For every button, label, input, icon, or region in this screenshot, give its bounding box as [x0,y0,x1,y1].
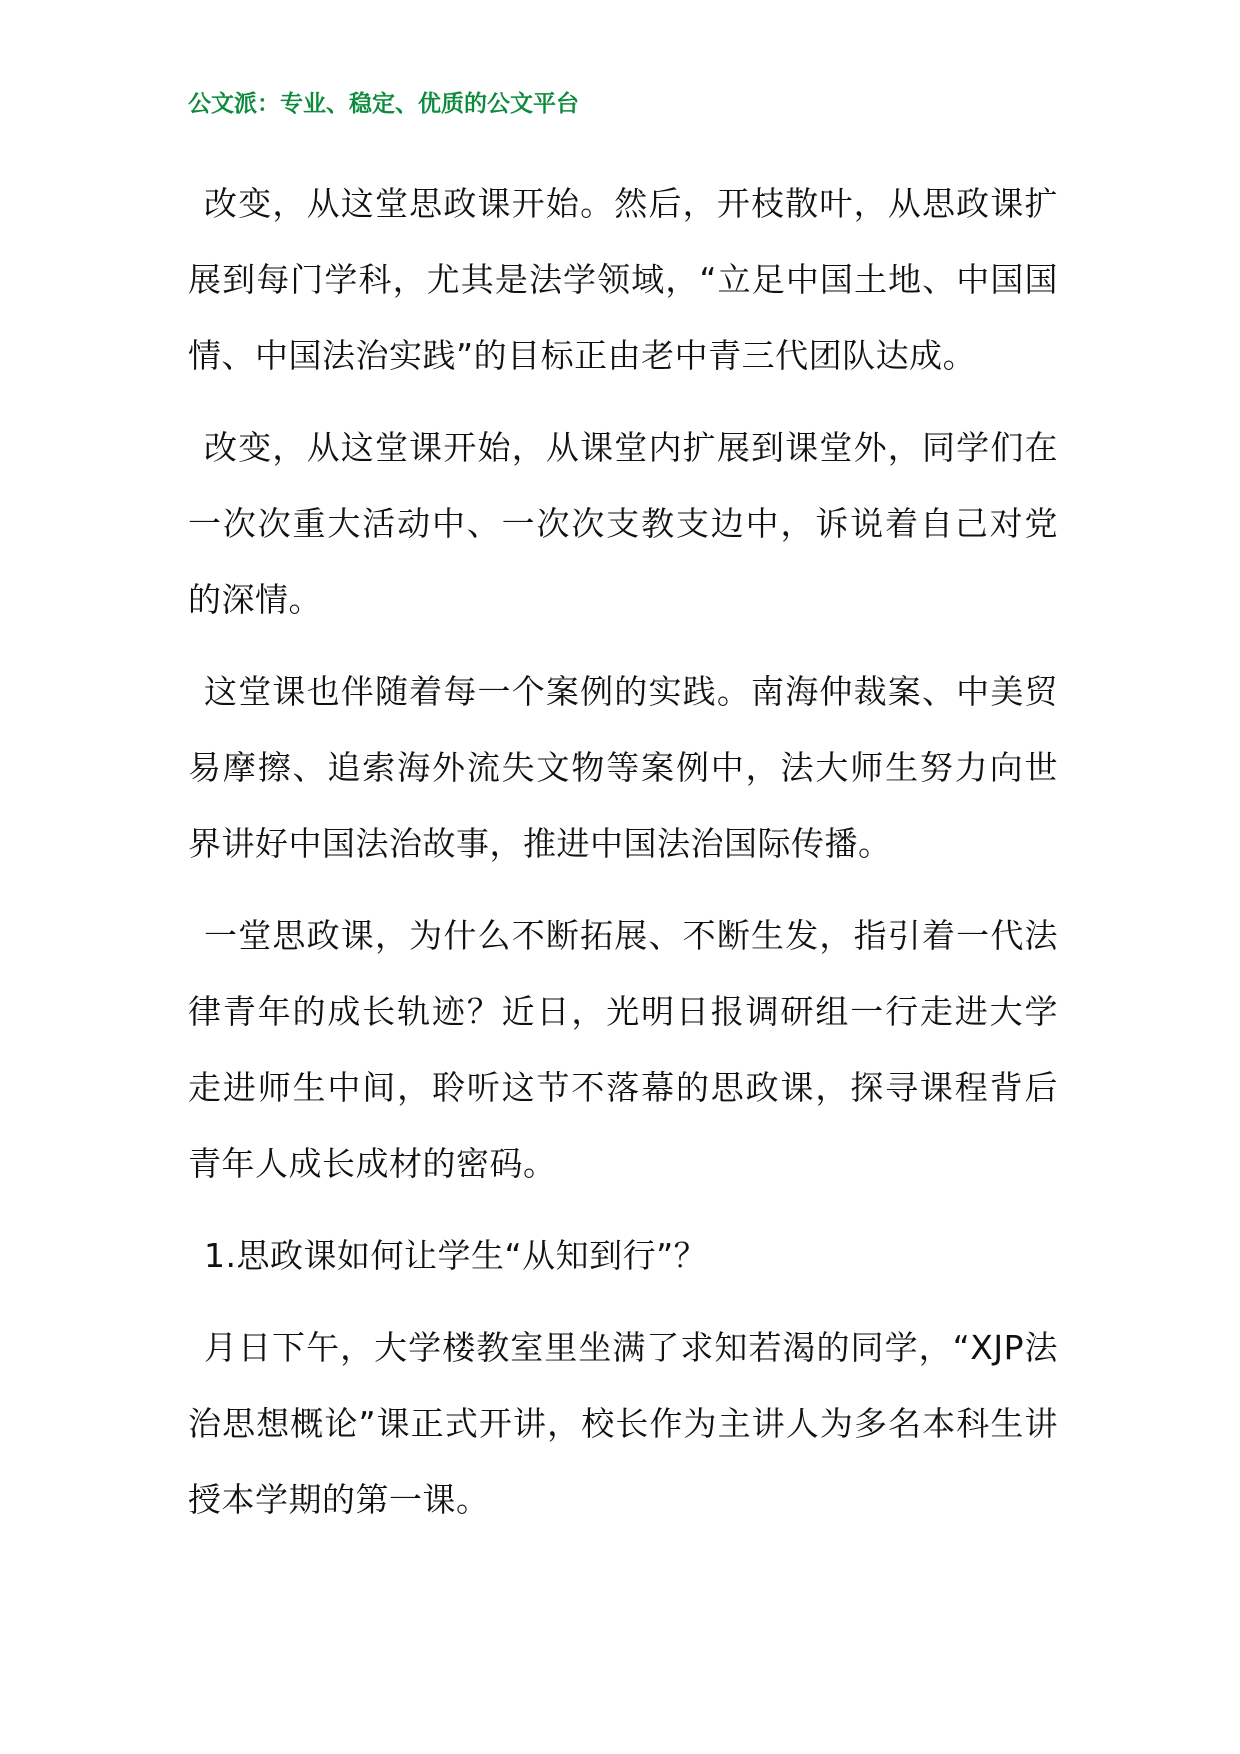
paragraph: 改变，从这堂思政课开始。然后，开枝散叶，从思政课扩展到每门学科，尤其是法学领域，“立足中国土地、中国国情、中国法治实践”的目标正由老中青三代团队达成。 [188,184,1058,375]
paragraph: 这堂课也伴随着每一个案例的实践。南海仲裁案、中美贸易摩擦、追索海外流失文物等案例中，法大师生努力向世界讲好中国法治故事，推进中国法治国际传播。 [188,672,1058,863]
document-body [188,166,1058,1554]
paragraph: 改变，从这堂课开始，从课堂内扩展到课堂外，同学们在一次次重大活动中、一次次支教支边中，诉说着自己对党的深情。 [188,428,1058,619]
paragraph: 一堂思政课，为什么不断拓展、不断生发，指引着一代法律青年的成长轨迹？近日，光明日报调研组一行走进大学走进师生中间，聆听这节不落幕的思政课，探寻课程背后青年人成长成材的密码。 [188,916,1058,1183]
header-title: 公文派：专业、稳定、优质的公文平台 [188,90,579,117]
paragraph: 月日下午，大学楼教室里坐满了求知若渴的同学，“XJP法治思想概论”课正式开讲，校长作为主讲人为多名本科生讲授本学期的第一课。 [188,1328,1058,1519]
section-heading: 1.思政课如何让学生“从知到行”？ [204,1236,708,1275]
